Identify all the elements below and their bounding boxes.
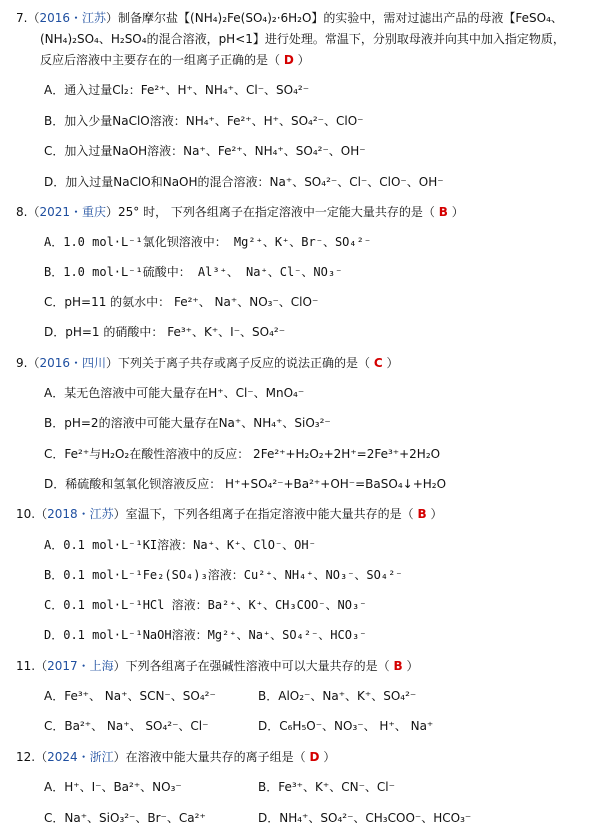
question-stem-text: 制备摩尔盐【(NH₄)₂Fe(SO₄)₂·6H₂O】的实验中，需对过滤出产品的母液【FeSO₄、 (118, 11, 563, 25)
question-source: 2024・浙江 (47, 750, 114, 764)
question-number: 12. (16, 750, 36, 764)
question-stem-text: 在溶液中能大量共存的离子组是（ (125, 750, 306, 764)
question-7-stem-line-1: 7.（2016・江苏）制备摩尔盐【(NH₄)₂Fe(SO₄)₂·6H₂O】的实验中，需对过滤出产品的母液【FeSO₄、 (16, 11, 563, 25)
question-stem-text: 室温下，下列各组离子在指定溶液中能大量共存的是（ (125, 507, 414, 521)
question-stem-text: 下列各组离子在强碱性溶液中可以大量共存的是（ (125, 659, 390, 673)
option-d: D．C₆H₅O⁻、NO₃⁻、 H⁺、 Na⁺ (258, 719, 434, 733)
option-a: A．H⁺、I⁻、Ba²⁺、NO₃⁻ (44, 780, 182, 794)
question-source: 2016・四川 (39, 356, 107, 370)
question-source: 2021・重庆 (39, 205, 107, 219)
answer-letter: B (393, 659, 403, 673)
question-7-stem-line-3: 反应后溶液中主要存在的一组离子正确的是（ D ） (40, 53, 310, 67)
question-number: 9. (16, 356, 28, 370)
option-c: C．Ba²⁺、 Na⁺、 SO₄²⁻、Cl⁻ (44, 719, 209, 733)
option-c: C．Fe²⁺与H₂O₂在酸性溶液中的反应： 2Fe²⁺+H₂O₂+2H⁺=2Fe³⁺+2H₂O (44, 447, 441, 461)
option-d: D．加入过量NaClO和NaOH的混合溶液：Na⁺、SO₄²⁻、Cl⁻、ClO⁻、OH⁻ (44, 175, 444, 189)
question-12-stem: 12.（2024・浙江）在溶液中能大量共存的离子组是（ D ） (16, 750, 336, 764)
question-8-stem: 8.（2021・重庆）25° 时， 下列各组离子在指定溶液中一定能大量共存的是（ B ） (16, 205, 464, 219)
answer-letter: B (417, 507, 427, 521)
question-source: 2016・江苏 (39, 11, 107, 25)
question-source: 2018・江苏 (47, 507, 114, 521)
option-a: A．1.0 mol·L⁻¹氯化钡溶液中： Mg²⁺、K⁺、Br⁻、SO₄²⁻ (44, 235, 372, 249)
option-b: B．加入少量NaClO溶液：NH₄⁺、Fe²⁺、H⁺、SO₄²⁻、ClO⁻ (44, 114, 364, 128)
option-d: D．0.1 mol·L⁻¹NaOH溶液：Mg²⁺、Na⁺、SO₄²⁻、HCO₃⁻ (44, 628, 367, 642)
question-source: 2017・上海 (47, 659, 114, 673)
question-number: 11. (16, 659, 36, 673)
question-10-stem: 10.（2018・江苏）室温下，下列各组离子在指定溶液中能大量共存的是（ B ） (16, 507, 443, 521)
question-11-stem: 11.（2017・上海）下列各组离子在强碱性溶液中可以大量共存的是（ B ） (16, 659, 419, 673)
question-number: 10. (16, 507, 36, 521)
option-d: D．稀硫酸和氢氧化钡溶液反应： H⁺+SO₄²⁻+Ba²⁺+OH⁻=BaSO₄↓+H₂O (44, 477, 447, 491)
option-b: B．0.1 mol·L⁻¹Fe₂(SO₄)₃溶液：Cu²⁺、NH₄⁺、NO₃⁻、SO₄²⁻ (44, 568, 403, 582)
option-a: A．通入过量Cl₂：Fe²⁺、H⁺、NH₄⁺、Cl⁻、SO₄²⁻ (44, 83, 310, 97)
option-a: A．0.1 mol·L⁻¹KI溶液：Na⁺、K⁺、ClO⁻、OH⁻ (44, 538, 316, 552)
answer-letter: C (373, 356, 383, 370)
question-number: 8. (16, 205, 28, 219)
option-b: B．1.0 mol·L⁻¹硫酸中： Al³⁺、 Na⁺、Cl⁻、NO₃⁻ (44, 265, 343, 279)
option-a: A．Fe³⁺、 Na⁺、SCN⁻、SO₄²⁻ (44, 689, 216, 703)
option-b: B．Fe³⁺、K⁺、CN⁻、Cl⁻ (258, 780, 395, 794)
question-9-stem: 9.（2016・四川）下列关于离子共存或离子反应的说法正确的是（ C ） (16, 356, 399, 370)
question-stem-text: 下列关于离子共存或离子反应的说法正确的是（ (118, 356, 371, 370)
question-7-stem-line-2: (NH₄)₂SO₄、H₂SO₄的混合溶液，pH<1】进行处理。常温下，分别取母液并向其中加入指定物质， (40, 32, 565, 46)
option-c: C．加入过量NaOH溶液：Na⁺、Fe²⁺、NH₄⁺、SO₄²⁻、OH⁻ (44, 144, 366, 158)
option-a: A．某无色溶液中可能大量存在H⁺、Cl⁻、MnO₄⁻ (44, 386, 305, 400)
option-d: D．NH₄⁺、SO₄²⁻、CH₃COO⁻、HCO₃⁻ (258, 811, 472, 825)
option-d: D．pH=1 的硝酸中： Fe³⁺、K⁺、I⁻、SO₄²⁻ (44, 325, 286, 339)
option-b: B．pH=2的溶液中可能大量存在Na⁺、NH₄⁺、SiO₃²⁻ (44, 416, 331, 430)
question-number: 7. (16, 11, 28, 25)
option-c: C．0.1 mol·L⁻¹HCl 溶液：Ba²⁺、K⁺、CH₃COO⁻、NO₃⁻ (44, 598, 367, 612)
answer-letter: D (309, 750, 320, 764)
question-stem-text: 25° 时， 下列各组离子在指定溶液中一定能大量共存的是（ (118, 205, 435, 219)
option-c: C．pH=11 的氨水中： Fe²⁺、 Na⁺、NO₃⁻、ClO⁻ (44, 295, 319, 309)
option-b: B．AlO₂⁻、Na⁺、K⁺、SO₄²⁻ (258, 689, 417, 703)
answer-letter: B (438, 205, 448, 219)
option-c: C．Na⁺、SiO₃²⁻、Br⁻、Ca²⁺ (44, 811, 206, 825)
answer-letter: D (283, 53, 294, 67)
